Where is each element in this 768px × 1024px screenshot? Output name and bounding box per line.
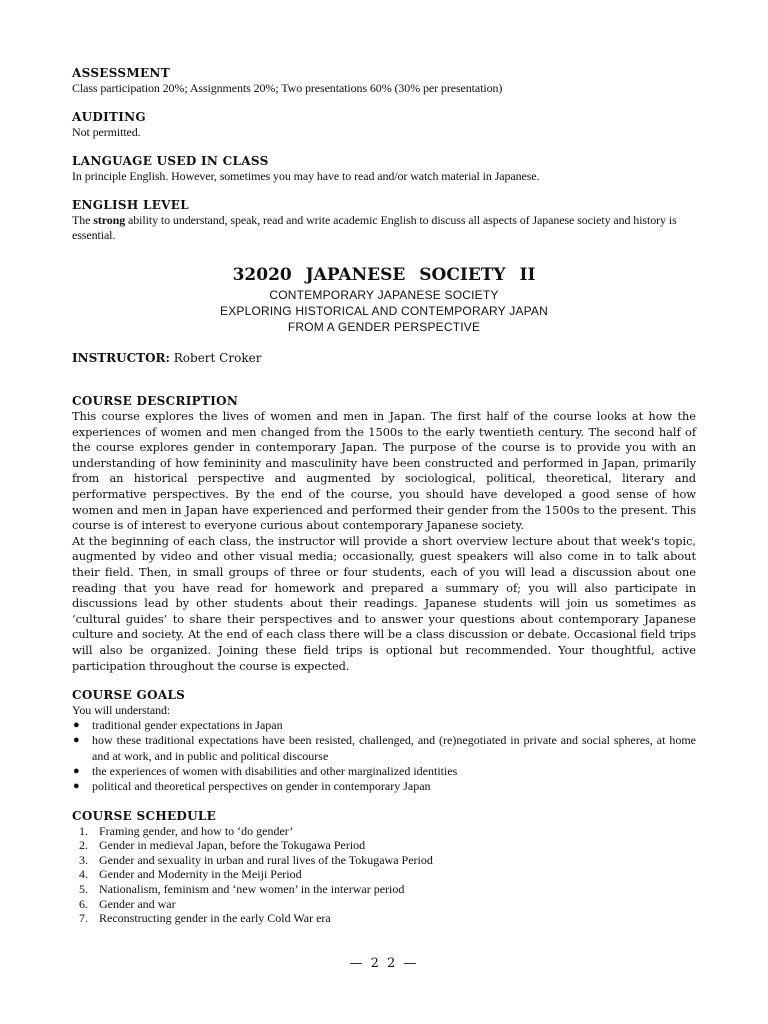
english-level-text: The strong ability to understand, speak, read and write academic English to discuss all aspects of Japanese society and history is essential. xyxy=(72,213,677,242)
course-subtitle-2: EXPLORING HISTORICAL AND CONTEMPORARY JAPAN xyxy=(219,304,548,318)
list-item: ● traditional gender expectations in Japan xyxy=(73,718,283,733)
list-item: ● the experiences of women with disabilities and other marginalized identities xyxy=(73,763,458,778)
assessment-heading: ASSESSMENT xyxy=(72,66,170,80)
course-subtitle-1: CONTEMPORARY JAPANESE SOCIETY xyxy=(269,288,499,302)
list-item: 2. Gender in medieval Japan, before the Tokugawa Period xyxy=(79,838,366,853)
bullet-icon: ● xyxy=(73,780,80,793)
list-item: 1. Framing gender, and how to ‘do gender’ xyxy=(79,823,294,838)
schedule-heading: COURSE SCHEDULE xyxy=(72,808,217,823)
course-title: 32020 JAPANESE SOCIETY II xyxy=(232,265,536,285)
bullet-icon: ● xyxy=(73,734,80,747)
page-number: — 2 2 — xyxy=(349,956,419,971)
language-heading: LANGUAGE USED IN CLASS xyxy=(72,154,269,168)
instructor-label: INSTRUCTOR: xyxy=(72,351,170,365)
english-level-heading: ENGLISH LEVEL xyxy=(72,198,189,212)
goals-list xyxy=(72,718,696,794)
schedule-list xyxy=(72,824,696,926)
auditing-text: Not permitted. xyxy=(72,125,141,139)
goals-heading: COURSE GOALS xyxy=(72,688,186,703)
bullet-icon: ● xyxy=(73,764,80,777)
list-item: ● how these traditional expectations have been resisted, challenged, and (re)negotiated in private and social spheres, at home and at work, and in public and political discourse xyxy=(73,733,696,763)
description-paragraph-1: This course explores the lives of women and men in Japan. The first half of the course looks at how the experiences of women and men changed from the 1500s to the early twentieth century. The second half of the course explores gender in contemporary Japan. The purpose of the course is to provide you with an understanding of how femininity and masculinity have been constructed and performed in Japan, primarily from an historical perspective and augmented by sociological, political, theoretical, literary and performative perspectives. By the end of the course, you should have developed a good sense of how women and men in Japan have experienced and performed their gender from the 1500s to the present. This course is of interest to everyone curious about contemporary Japanese society. xyxy=(72,409,696,533)
goals-intro: You will understand: xyxy=(72,703,171,718)
list-item: 3. Gender and sexuality in urban and rural lives of the Tokugawa Period xyxy=(79,852,433,867)
assessment-text: Class participation 20%; Assignments 20%; Two presentations 60% (30% per presentation) xyxy=(72,81,503,95)
list-item: 7. Reconstructing gender in the early Cold War era xyxy=(79,911,331,926)
auditing-heading: AUDITING xyxy=(72,110,146,124)
list-item: 5. Nationalism, feminism and ‘new women’ in the interwar period xyxy=(79,881,405,896)
list-item: 6. Gender and war xyxy=(79,896,176,911)
description-heading: COURSE DESCRIPTION xyxy=(72,394,239,408)
bullet-icon: ● xyxy=(73,719,80,732)
description-paragraph-2: At the beginning of each class, the instructor will provide a short overview lecture about that week's topic, augmented by video and other visual media; occasionally, guest speakers will also come in to talk about their field. Then, in small groups of three or four students, each of you will lead a discussion about one reading that you have read for homework and prepared a summary of; you will also participate in discussions lead by other students about their readings. Japanese students will join us sometimes as ‘cultural guides’ to share their perspectives and to answer your questions about contemporary Japanese culture and society. At the end of each class there will be a class discussion or debate. Occasional field trips will also be organized. Joining these field trips is optional but recommended. Your thoughtful, active participation throughout the course is expected. xyxy=(72,533,696,673)
course-title-block xyxy=(72,265,696,335)
list-item: 4. Gender and Modernity in the Meiji Period xyxy=(79,867,302,882)
instructor-line xyxy=(72,351,696,366)
document-page xyxy=(72,66,696,926)
course-subtitle-3: FROM A GENDER PERSPECTIVE xyxy=(287,320,481,334)
language-text: In principle English. However, sometimes you may have to read and/or watch material in Japanese. xyxy=(72,169,540,183)
strong-emphasis: strong xyxy=(93,213,126,227)
instructor-name: Robert Croker xyxy=(169,351,262,365)
list-item: ● political and theoretical perspectives on gender in contemporary Japan xyxy=(73,779,431,794)
